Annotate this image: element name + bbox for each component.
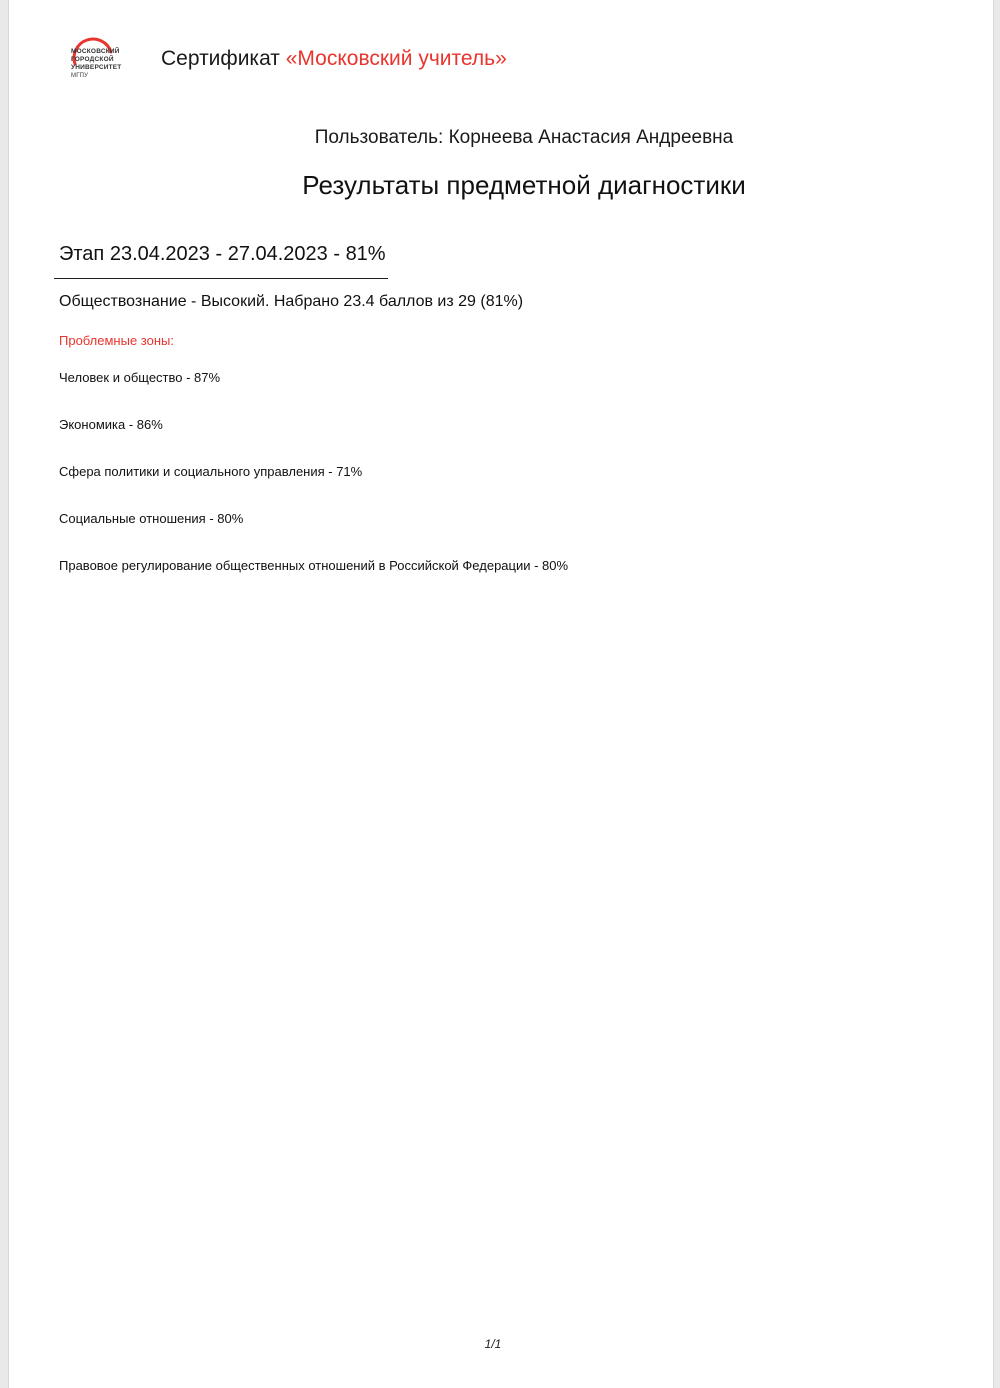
problem-zones-list [59, 370, 568, 605]
stage-heading: Этап 23.04.2023 - 27.04.2023 - 81% [59, 243, 386, 265]
logo-line-2: ГОРОДСКОЙ [71, 56, 114, 63]
subject-result: Обществознание - Высокий. Набрано 23.4 баллов из 29 (81%) [59, 293, 524, 310]
logo-text [71, 48, 121, 80]
problem-zones-label: Проблемные зоны: [59, 333, 174, 348]
logo-abbr: МГПУ [71, 73, 89, 79]
certificate-title [161, 47, 507, 71]
list-item: Правовое регулирование общественных отношений в Российской Федерации - 80% [59, 558, 569, 573]
logo-line-1: МОСКОВСКИЙ [71, 48, 120, 55]
document-page [8, 0, 994, 1388]
list-item: Экономика - 86% [59, 417, 163, 432]
stage-divider [54, 278, 388, 279]
user-line: Пользователь: Корнеева Анастасия Андреевна [314, 127, 734, 148]
university-logo [61, 34, 141, 88]
logo-line-3: УНИВЕРСИТЕТ [71, 64, 122, 71]
page-title: Результаты предметной диагностики [302, 170, 746, 200]
certificate-prefix: Сертификат [161, 47, 280, 70]
list-item: Человек и общество - 87% [59, 370, 221, 385]
list-item: Сфера политики и социального управления - 71% [59, 464, 363, 479]
page-number: 1/1 [484, 1337, 502, 1351]
list-item: Социальные отношения - 80% [59, 511, 244, 526]
certificate-name: «Московский учитель» [285, 47, 507, 70]
